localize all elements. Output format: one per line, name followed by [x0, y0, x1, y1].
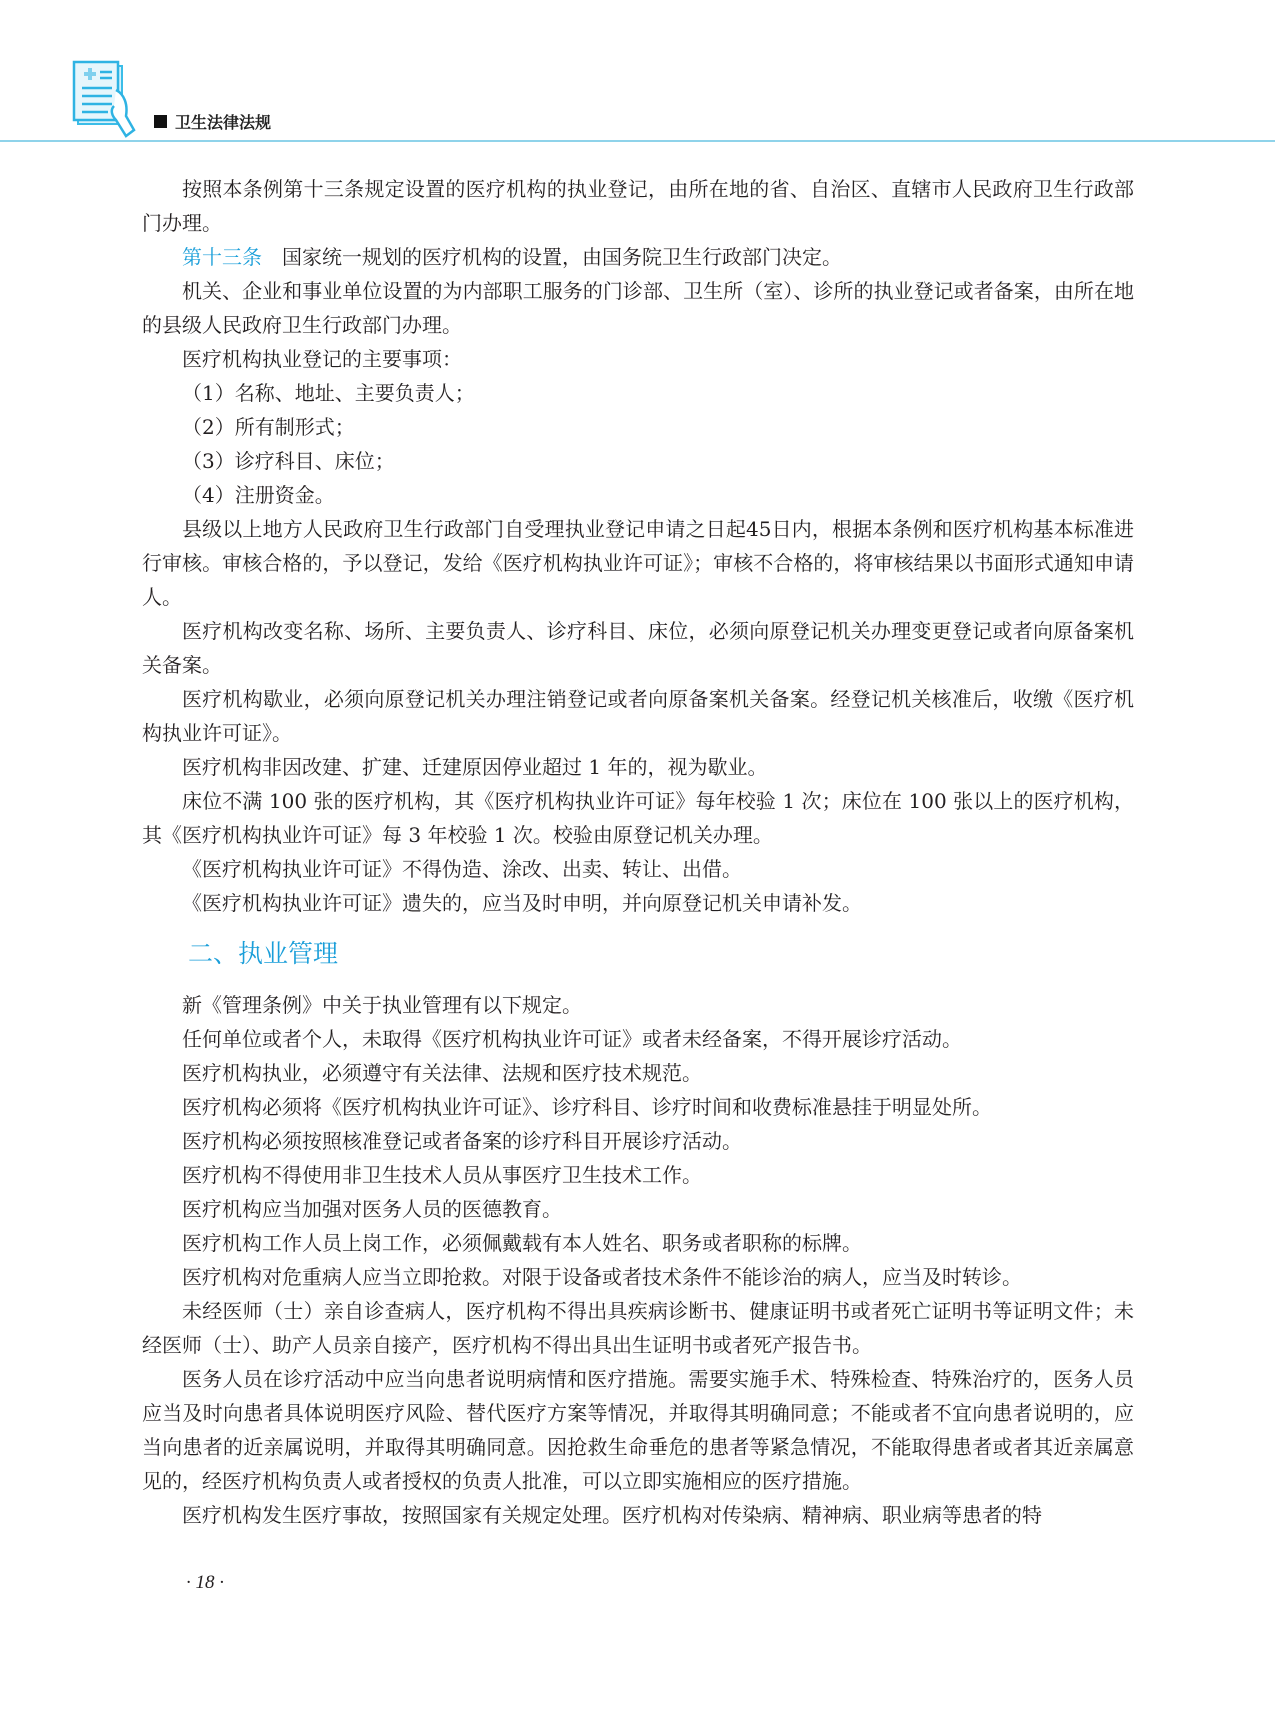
running-title: [154, 110, 271, 133]
paragraph: 《医疗机构执业许可证》遗失的，应当及时申明，并向原登记机关申请补发。: [182, 891, 862, 915]
paragraph: 医疗机构歇业，必须向原登记机关办理注销登记或者向原备案机关备案。经登记机关核准后，收缴《医疗机构执业许可证》。: [142, 687, 1134, 745]
article-label: 第十三条: [182, 245, 262, 269]
paragraph: （2）所有制形式；: [182, 415, 355, 439]
paragraph: 医疗机构执业登记的主要事项：: [182, 347, 462, 371]
page-body: [142, 172, 1134, 1532]
article-13: [142, 240, 1134, 274]
paragraph: 医疗机构必须将《医疗机构执业许可证》、诊疗科目、诊疗时间和收费标准悬挂于明显处所。: [182, 1095, 992, 1119]
section-heading: 二、执业管理: [188, 939, 339, 968]
paragraph: 医疗机构对危重病人应当立即抢救。对限于设备或者技术条件不能诊治的病人，应当及时转诊。: [182, 1265, 1022, 1289]
paragraph: 医疗机构工作人员上岗工作，必须佩戴载有本人姓名、职务或者职称的标牌。: [182, 1231, 862, 1255]
paragraph: 《医疗机构执业许可证》不得伪造、涂改、出卖、转让、出借。: [182, 857, 742, 881]
page-number: · 18 ·: [186, 1572, 224, 1593]
paragraph: 未经医师（士）亲自诊查病人，医疗机构不得出具疾病诊断书、健康证明书或者死亡证明书等证明文件；未经医师（士）、助产人员亲自接产，医疗机构不得出具出生证明书或者死产报告书。: [142, 1299, 1134, 1357]
medical-document-logo-icon: [72, 60, 144, 140]
header-divider: [0, 140, 1275, 142]
paragraph: 床位不满 100 张的医疗机构，其《医疗机构执业许可证》每年校验 1 次；床位在 100 张以上的医疗机构，其《医疗机构执业许可证》每 3 年校验 1 次。校验由原登记机关办理。: [142, 789, 1134, 847]
paragraph: 医疗机构不得使用非卫生技术人员从事医疗卫生技术工作。: [182, 1163, 702, 1187]
paragraph: 机关、企业和事业单位设置的为内部职工服务的门诊部、卫生所（室）、诊所的执业登记或者备案，由所在地的县级人民政府卫生行政部门办理。: [142, 279, 1134, 337]
paragraph: （4）注册资金。: [182, 483, 335, 507]
paragraph: 医疗机构必须按照核准登记或者备案的诊疗科目开展诊疗活动。: [182, 1129, 742, 1153]
paragraph: 任何单位或者个人，未取得《医疗机构执业许可证》或者未经备案，不得开展诊疗活动。: [182, 1027, 962, 1051]
paragraph: 医疗机构发生医疗事故，按照国家有关规定处理。医疗机构对传染病、精神病、职业病等患者的特: [182, 1503, 1042, 1527]
paragraph: 县级以上地方人民政府卫生行政部门自受理执业登记申请之日起45日内，根据本条例和医疗机构基本标准进行审核。审核合格的，予以登记，发给《医疗机构执业许可证》；审核不合格的，将审核结果以书面形式通知申请人。: [142, 517, 1134, 609]
running-title-text: 卫生法律法规: [175, 113, 272, 132]
paragraph: 医疗机构非因改建、扩建、迁建原因停业超过 1 年的，视为歇业。: [182, 755, 768, 779]
paragraph: （3）诊疗科目、床位；: [182, 449, 395, 473]
paragraph: （1）名称、地址、主要负责人；: [182, 381, 475, 405]
paragraph: 新《管理条例》中关于执业管理有以下规定。: [182, 993, 582, 1017]
paragraph: 医疗机构应当加强对医务人员的医德教育。: [182, 1197, 562, 1221]
paragraph: 医疗机构执业，必须遵守有关法律、法规和医疗技术规范。: [182, 1061, 702, 1085]
paragraph: 按照本条例第十三条规定设置的医疗机构的执业登记，由所在地的省、自治区、直辖市人民政府卫生行政部门办理。: [142, 177, 1134, 235]
paragraph: 医务人员在诊疗活动中应当向患者说明病情和医疗措施。需要实施手术、特殊检查、特殊治疗的，医务人员应当及时向患者具体说明医疗风险、替代医疗方案等情况，并取得其明确同意；不能或者不宜向患者说明的，应当向患者的近亲属说明，并取得其明确同意。因抢救生命垂危的患者等紧急情况，不能取得患者或者其近亲属意见的，经医疗机构负责人或者授权的负责人批准，可以立即实施相应的医疗措施。: [142, 1367, 1134, 1493]
article-text: 国家统一规划的医疗机构的设置，由国务院卫生行政部门决定。: [282, 245, 842, 269]
paragraph: 医疗机构改变名称、场所、主要负责人、诊疗科目、床位，必须向原登记机关办理变更登记或者向原备案机关备案。: [142, 619, 1134, 677]
square-bullet-icon: [154, 115, 167, 128]
